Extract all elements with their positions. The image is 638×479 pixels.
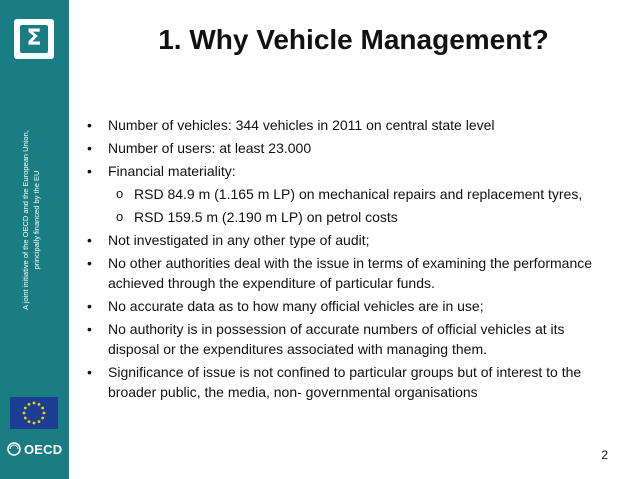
sub-bullet-item: o RSD 159.5 m (2.190 m LP) on petrol costs	[86, 207, 616, 227]
eu-star-icon	[38, 420, 41, 423]
slide-title: 1. Why Vehicle Management?	[158, 24, 549, 55]
page-number: 2	[601, 448, 608, 462]
oecd-globe-icon	[7, 442, 21, 456]
eu-flag-icon	[10, 397, 58, 429]
bullet-item: • No accurate data as to how many official vehicles are in use;	[86, 296, 616, 316]
sub-bullet-item: o RSD 84.9 m (1.165 m LP) on mechanical repairs and replacement tyres,	[86, 184, 616, 204]
eu-star-icon	[28, 403, 31, 406]
bullet-item: • No other authorities deal with the issue in terms of examining the performance achieved through the expenditure of particular funds.	[86, 253, 616, 293]
initiative-line-2: principally financed by the EU	[32, 170, 41, 270]
bullet-item: • Not investigated in any other type of audit;	[86, 230, 616, 250]
sigma-logo	[14, 19, 54, 59]
eu-star-icon	[33, 402, 36, 405]
bullet-list	[86, 115, 616, 405]
sidebar	[0, 0, 69, 479]
bullet-item: • Number of vehicles: 344 vehicles in 2011 on central state level	[86, 115, 616, 135]
initiative-line-1: A joint initiative of the OECD and the European Union,	[21, 130, 30, 310]
eu-star-icon	[24, 417, 27, 420]
oecd-logo	[7, 440, 67, 458]
eu-star-icon	[28, 420, 31, 423]
initiative-text	[20, 116, 60, 324]
eu-star-icon	[41, 407, 44, 410]
bullet-item: • Number of users: at least 23.000	[86, 138, 616, 158]
eu-star-icon	[23, 412, 26, 415]
bullet-item: • Significance of issue is not confined to particular groups but of interest to the broader public, the media, non- governmental organisations	[86, 362, 616, 402]
sigma-icon: Σ	[20, 25, 48, 53]
eu-star-icon	[24, 407, 27, 410]
bullet-item: • No authority is in possession of accurate numbers of official vehicles at its disposal or the expenditures associated with managing them.	[86, 319, 616, 359]
eu-star-icon	[43, 412, 46, 415]
oecd-label: OECD	[24, 441, 63, 457]
eu-star-icon	[38, 403, 41, 406]
eu-star-icon	[41, 417, 44, 420]
eu-star-icon	[33, 422, 36, 425]
bullet-item: • Financial materiality:	[86, 161, 616, 181]
